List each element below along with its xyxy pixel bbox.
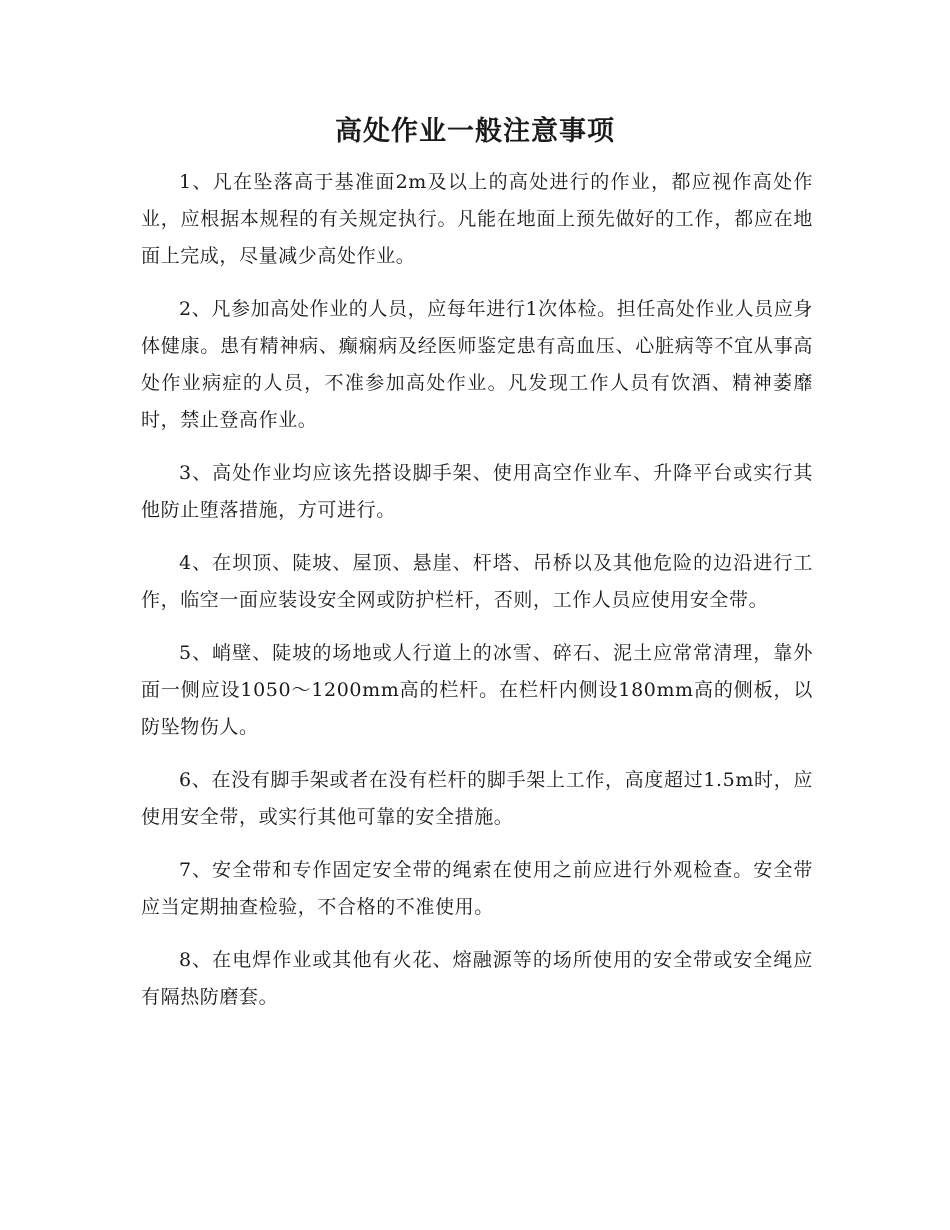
paragraph-2: 2、凡参加高处作业的人员，应每年进行1次体检。担任高处作业人员应身体健康。患有精神病、癫痫病及经医师鉴定患有高血压、心脏病等不宜从事高处作业病症的人员，不准参加高处作业。凡发现工作人员有饮酒、精神萎靡时，禁止登高作业。	[141, 298, 813, 431]
paragraph-6: 6、在没有脚手架或者在没有栏杆的脚手架上工作，高度超过1.5m时，应使用安全带，或实行其他可靠的安全措施。	[141, 769, 813, 828]
paragraph-4: 4、在坝顶、陡坡、屋顶、悬崖、杆塔、吊桥以及其他危险的边沿进行工作，临空一面应装设安全网或防护栏杆，否则，工作人员应使用安全带。	[141, 552, 813, 611]
document-body	[141, 164, 813, 1032]
paragraph-8: 8、在电焊作业或其他有火花、熔融源等的场所使用的安全带或安全绳应有隔热防磨套。	[141, 949, 813, 1008]
paragraph-1: 1、凡在坠落高于基准面2m及以上的高处进行的作业，都应视作高处作业，应根据本规程的有关规定执行。凡能在地面上预先做好的工作，都应在地面上完成，尽量减少高处作业。	[141, 171, 813, 267]
paragraph-3: 3、高处作业均应该先搭设脚手架、使用高空作业车、升降平台或实行其他防止堕落措施，方可进行。	[141, 462, 813, 521]
paragraph-5: 5、峭壁、陡坡的场地或人行道上的冰雪、碎石、泥土应常常清理，靠外面一侧应设1050～1200mm高的栏杆。在栏杆内侧设180mm高的侧板，以防坠物伤人。	[141, 642, 813, 738]
paragraph-7: 7、安全带和专作固定安全带的绳索在使用之前应进行外观检查。安全带应当定期抽查检验，不合格的不准使用。	[141, 859, 813, 918]
document-title: 高处作业一般注意事项	[335, 116, 615, 147]
